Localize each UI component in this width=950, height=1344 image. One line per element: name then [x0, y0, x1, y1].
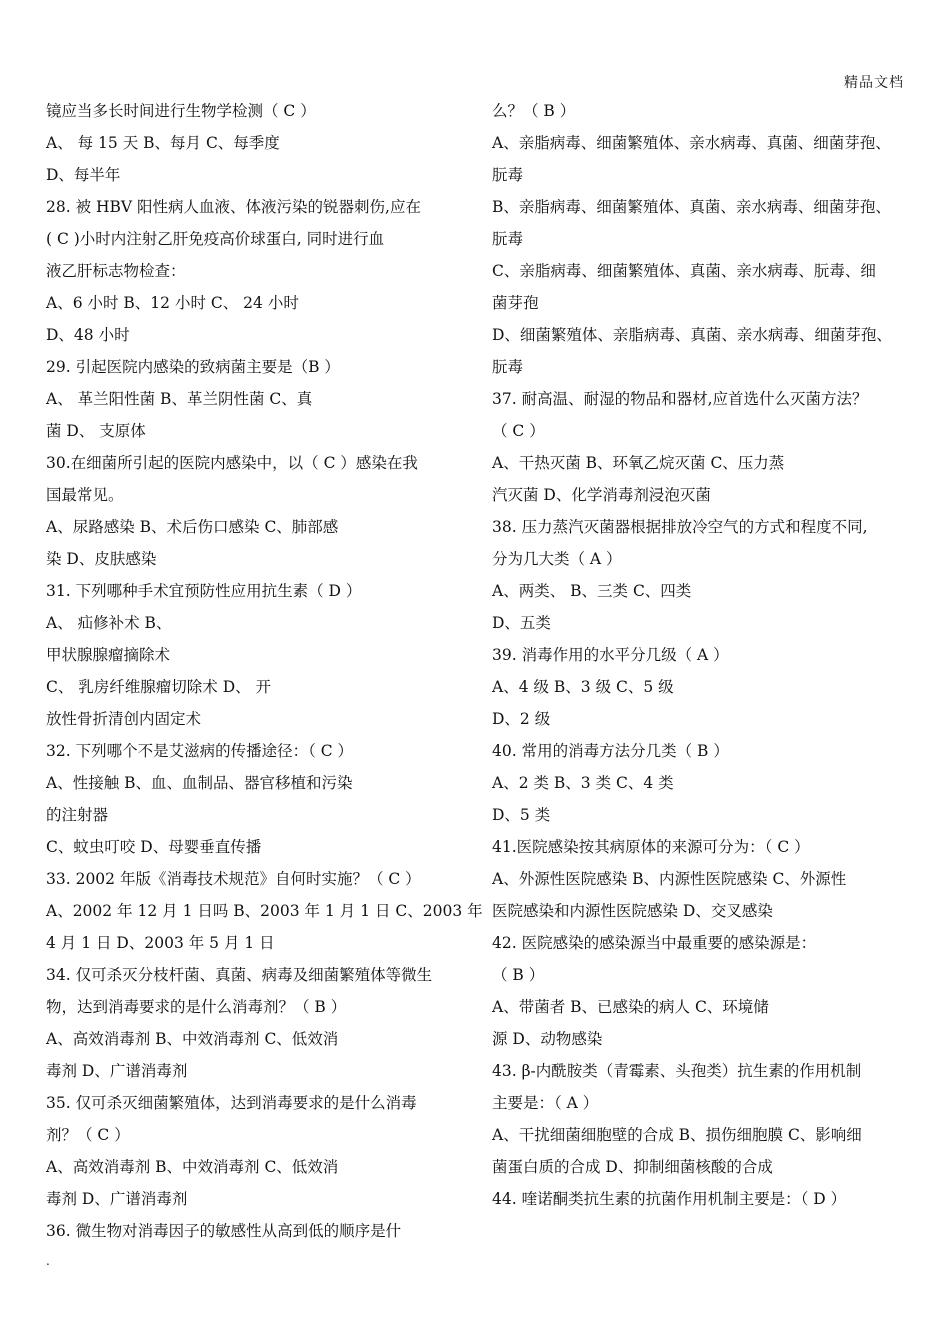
text-line: 30.在细菌所引起的医院内感染中，以（ C ）感染在我: [46, 454, 418, 472]
text-line: 主要是：（ A ）: [492, 1094, 599, 1112]
text-line: 镜应当多长时间进行生物学检测（ C ）: [46, 102, 316, 120]
text-line: 国最常见。: [46, 486, 124, 504]
text-line: 朊毒: [492, 166, 524, 184]
text-line: 31. 下列哪种手术宜预防性应用抗生素（ D ）: [46, 582, 362, 600]
text-line: A、干扰细菌细胞壁的合成 B、损伤细胞膜 C、影响细: [492, 1126, 862, 1144]
text-line: A、干热灭菌 B、环氧乙烷灭菌 C、压力蒸: [492, 454, 785, 472]
text-line: 38. 压力蒸汽灭菌器根据排放冷空气的方式和程度不同,: [492, 518, 868, 536]
text-line: 甲状腺腺瘤摘除术: [46, 646, 171, 664]
text-line: 41.医院感染按其病原体的来源可分为：（ C ）: [492, 838, 810, 856]
text-line: 35. 仅可杀灭细菌繁殖体，达到消毒要求的是什么消毒: [46, 1094, 417, 1112]
text-line: D、48 小时: [46, 326, 130, 344]
text-line: 物，达到消毒要求的是什么消毒剂？（ B ）: [46, 998, 347, 1016]
text-line: 染 D、皮肤感染: [46, 550, 157, 568]
text-line: 液乙肝标志物检查：: [46, 262, 186, 280]
text-line: 33. 2002 年版《消毒技术规范》自何时实施？（ C ）: [46, 870, 421, 888]
text-line: 么？（ B ）: [492, 102, 576, 120]
text-line: 44. 喹诺酮类抗生素的抗菌作用机制主要是：（ D ）: [492, 1190, 847, 1208]
text-line: 的注射器: [46, 806, 109, 824]
text-line: D、五类: [492, 614, 551, 632]
text-line: 分为几大类（ A ）: [492, 550, 622, 568]
text-line: C、亲脂病毒、细菌繁殖体、真菌、亲水病毒、朊毒、细: [492, 262, 876, 280]
text-line: A、尿路感染 B、术后伤口感染 C、肺部感: [46, 518, 339, 536]
text-line: B、亲脂病毒、细菌繁殖体、真菌、亲水病毒、细菌芽孢、: [492, 198, 891, 216]
text-line: A、带菌者 B、已感染的病人 C、环境储: [492, 998, 769, 1016]
text-line: A、6 小时 B、12 小时 C、 24 小时: [46, 294, 299, 312]
text-line: A、高效消毒剂 B、中效消毒剂 C、低效消: [46, 1030, 339, 1048]
text-line: 剂？（ C ）: [46, 1126, 130, 1144]
text-line: A、 革兰阳性菌 B、革兰阴性菌 C、真: [46, 390, 313, 408]
text-line: C、蚊虫叮咬 D、母婴垂直传播: [46, 838, 262, 856]
text-line: 毒剂 D、广谱消毒剂: [46, 1190, 188, 1208]
text-line: A、 每 15 天 B、每月 C、每季度: [46, 134, 280, 152]
text-line: 4 月 1 日 D、2003 年 5 月 1 日: [46, 934, 275, 952]
text-line: 36. 微生物对消毒因子的敏感性从高到低的顺序是什: [46, 1222, 402, 1240]
text-line: 菌蛋白质的合成 D、抑制细菌核酸的合成: [492, 1158, 773, 1176]
text-line: D、2 级: [492, 710, 551, 728]
text-line: 朊毒: [492, 358, 524, 376]
text-line: A、两类、 B、三类 C、四类: [492, 582, 692, 600]
text-line: ( C )小时内注射乙肝免疫高价球蛋白, 同时进行血: [46, 230, 385, 248]
text-line: A、性接触 B、血、血制品、器官移植和污染: [46, 774, 353, 792]
page-header-label: 精品文档: [844, 75, 904, 91]
text-line: A、2002 年 12 月 1 日吗 B、2003 年 1 月 1 日 C、2003 年: [46, 902, 483, 920]
text-line: （ B ）: [492, 966, 545, 984]
text-line: A、亲脂病毒、细菌繁殖体、亲水病毒、真菌、细菌芽孢、: [492, 134, 891, 152]
left-column: [46, 95, 483, 1247]
text-line: （ C ）: [492, 422, 545, 440]
text-line: 汽灭菌 D、化学消毒剂浸泡灭菌: [492, 486, 711, 504]
text-line: D、每半年: [46, 166, 121, 184]
right-column: [492, 95, 912, 1215]
text-line: A、4 级 B、3 级 C、5 级: [492, 678, 674, 696]
text-line: A、高效消毒剂 B、中效消毒剂 C、低效消: [46, 1158, 339, 1176]
text-line: 菌芽孢: [492, 294, 539, 312]
text-line: 40. 常用的消毒方法分几类（ B ）: [492, 742, 729, 760]
text-line: D、细菌繁殖体、亲脂病毒、真菌、亲水病毒、细菌芽孢、: [492, 326, 892, 344]
text-line: 菌 D、 支原体: [46, 422, 146, 440]
text-line: 39. 消毒作用的水平分几级（ A ）: [492, 646, 729, 664]
text-line: C、 乳房纤维腺瘤切除术 D、 开: [46, 678, 272, 696]
text-line: 32. 下列哪个不是艾滋病的传播途径：（ C ）: [46, 742, 354, 760]
text-line: 28. 被 HBV 阳性病人血液、体液污染的锐器刺伤,应在: [46, 198, 421, 216]
text-line: D、5 类: [492, 806, 551, 824]
text-line: 朊毒: [492, 230, 524, 248]
text-line: 43. β-内酰胺类（青霉素、头孢类）抗生素的作用机制: [492, 1062, 862, 1080]
text-line: 29. 引起医院内感染的致病菌主要是（B ）: [46, 358, 340, 376]
text-line: 42. 医院感染的感染源当中最重要的感染源是：: [492, 934, 817, 952]
text-line: A、外源性医院感染 B、内源性医院感染 C、外源性: [492, 870, 847, 888]
text-line: 源 D、动物感染: [492, 1030, 603, 1048]
text-line: 放性骨折清创内固定术: [46, 710, 202, 728]
text-line: 37. 耐高温、耐湿的物品和器材,应首选什么灭菌方法？: [492, 390, 868, 408]
text-line: 医院感染和内源性医院感染 D、交叉感染: [492, 902, 773, 920]
text-line: A、 疝修补术 B、: [46, 614, 172, 632]
text-line: 毒剂 D、广谱消毒剂: [46, 1062, 188, 1080]
text-line: A、2 类 B、3 类 C、4 类: [492, 774, 674, 792]
text-line: 34. 仅可杀灭分枝杆菌、真菌、病毒及细菌繁殖体等微生: [46, 966, 433, 984]
footer-mark: .: [46, 1254, 50, 1268]
